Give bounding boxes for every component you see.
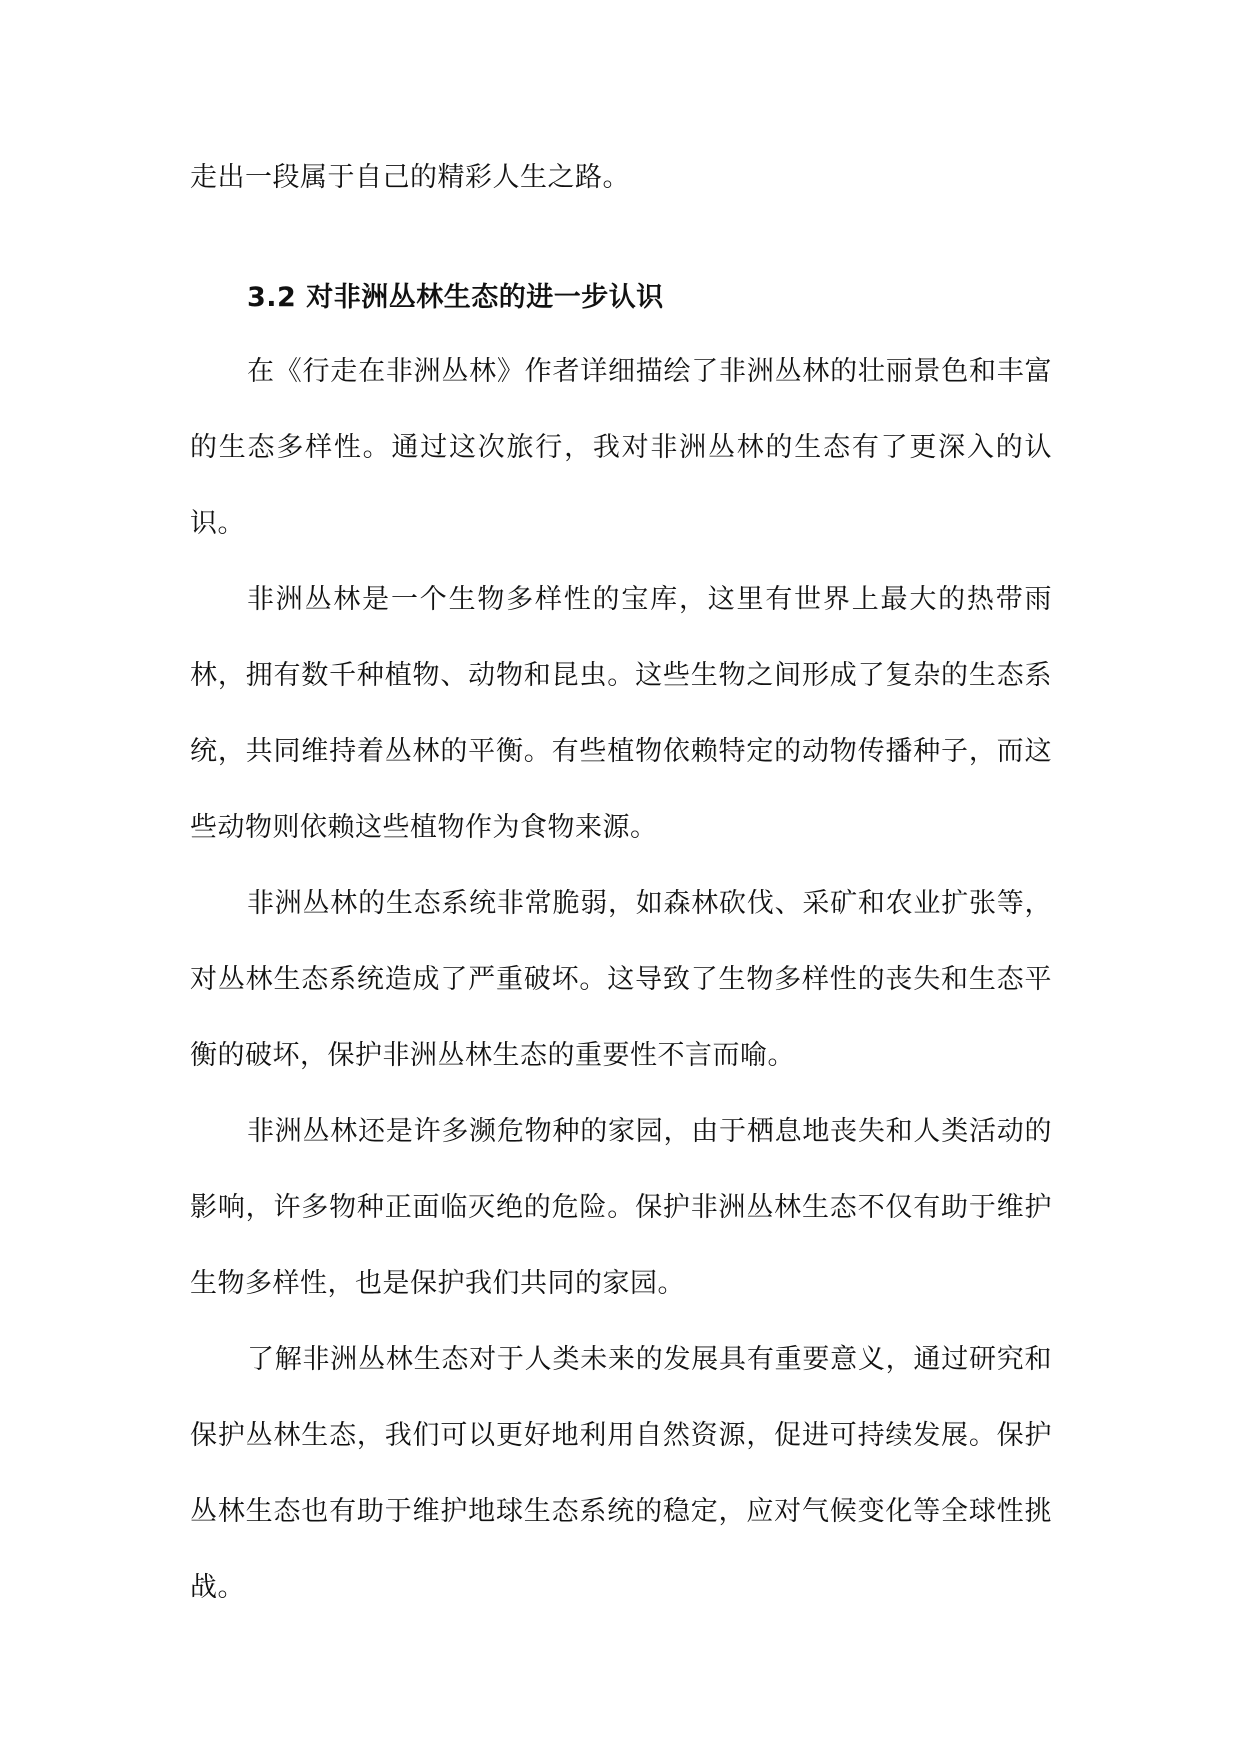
section-heading: 3.2 对非洲丛林生态的进一步认识 <box>247 282 664 313</box>
body-paragraph-1: 在《行走在非洲丛林》作者详细描绘了非洲丛林的壮丽景色和丰富的生态多样性。通过这次旅行，我对非洲丛林的生态有了更深入的认识。 <box>190 356 1052 539</box>
body-paragraph-5: 了解非洲丛林生态对于人类未来的发展具有重要意义，通过研究和保护丛林生态，我们可以更好地利用自然资源，促进可持续发展。保护丛林生态也有助于维护地球生态系统的稳定，应对气候变化等全球性挑战。 <box>190 1344 1052 1603</box>
carryover-paragraph: 走出一段属于自己的精彩人生之路。 <box>190 162 630 193</box>
document-body <box>190 140 1052 1626</box>
body-paragraph-3: 非洲丛林的生态系统非常脆弱，如森林砍伐、采矿和农业扩张等，对丛林生态系统造成了严重破坏。这导致了生物多样性的丧失和生态平衡的破坏，保护非洲丛林生态的重要性不言而喻。 <box>190 888 1052 1071</box>
body-paragraph-2: 非洲丛林是一个生物多样性的宝库，这里有世界上最大的热带雨林，拥有数千种植物、动物和昆虫。这些生物之间形成了复杂的生态系统，共同维持着丛林的平衡。有些植物依赖特定的动物传播种子，而这些动物则依赖这些植物作为食物来源。 <box>190 584 1052 843</box>
body-paragraph-4: 非洲丛林还是许多濒危物种的家园，由于栖息地丧失和人类活动的影响，许多物种正面临灭绝的危险。保护非洲丛林生态不仅有助于维护生物多样性，也是保护我们共同的家园。 <box>190 1116 1052 1299</box>
